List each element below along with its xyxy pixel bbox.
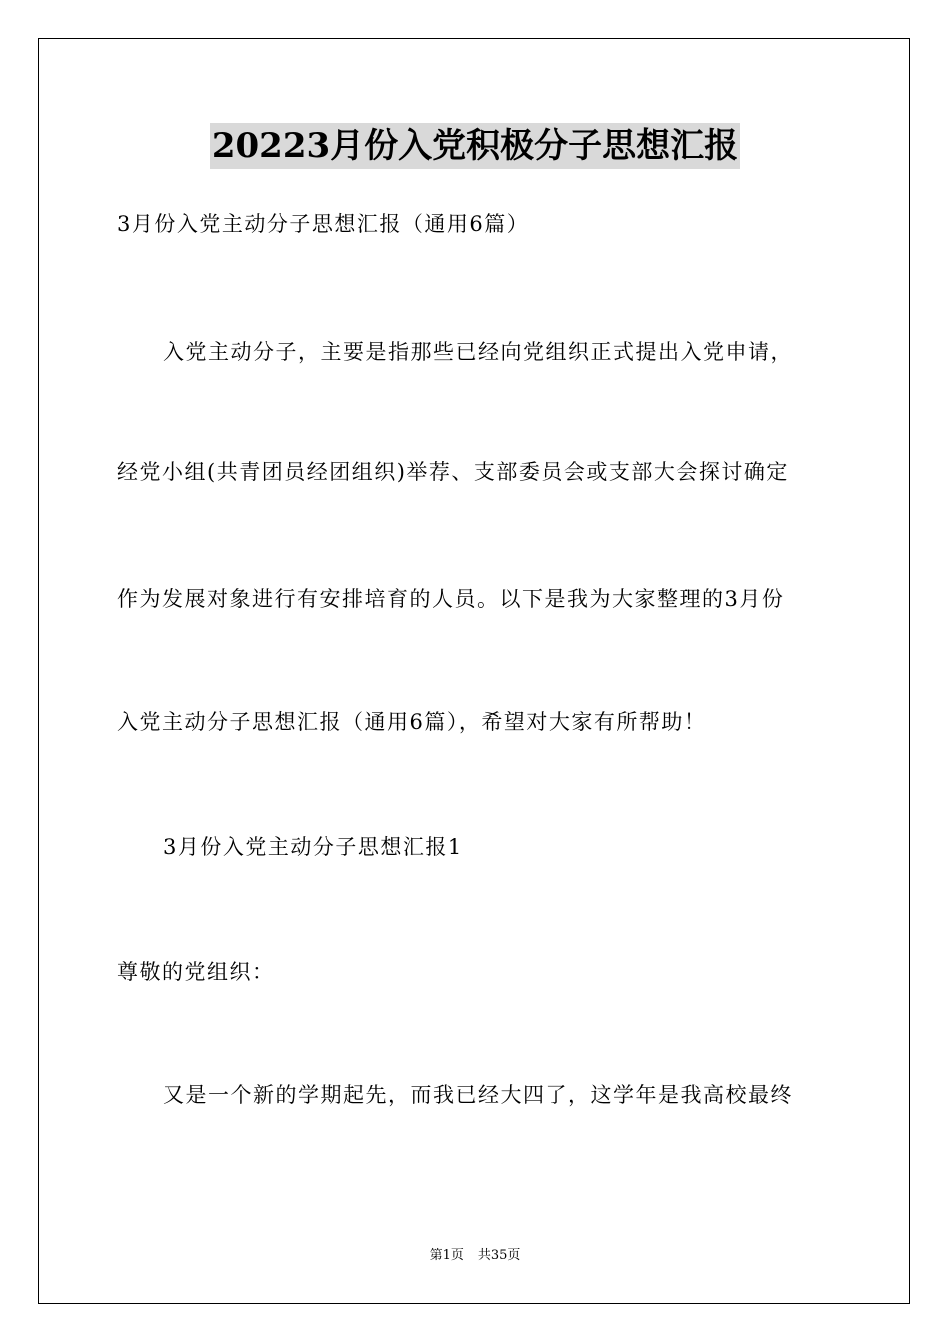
page-total: 共35页 [477, 1248, 521, 1263]
document-title: 20223月份入党积极分子思想汇报 [210, 123, 740, 169]
title-container [0, 123, 950, 169]
paragraph-line: 又是一个新的学期起先，而我已经大四了，这学年是我高校最终 [163, 1083, 793, 1107]
salutation: 尊敬的党组织： [117, 960, 275, 984]
paragraph-line: 作为发展对象进行有安排培育的人员。以下是我为大家整理的3月份 [117, 587, 785, 611]
paragraph-line: 入党主动分子，主要是指那些已经向党组织正式提出入党申请， [163, 340, 793, 364]
paragraph-line: 经党小组(共青团员经团组织)举荐、支部委员会或支部大会探讨确定 [117, 460, 789, 484]
page-number: 第1页 [429, 1248, 464, 1263]
subtitle-line: 3月份入党主动分子思想汇报（通用6篇） [117, 212, 530, 236]
paragraph-line: 入党主动分子思想汇报（通用6篇），希望对大家有所帮助！ [117, 710, 707, 734]
page-footer [0, 1247, 950, 1265]
section-heading: 3月份入党主动分子思想汇报1 [163, 835, 463, 859]
